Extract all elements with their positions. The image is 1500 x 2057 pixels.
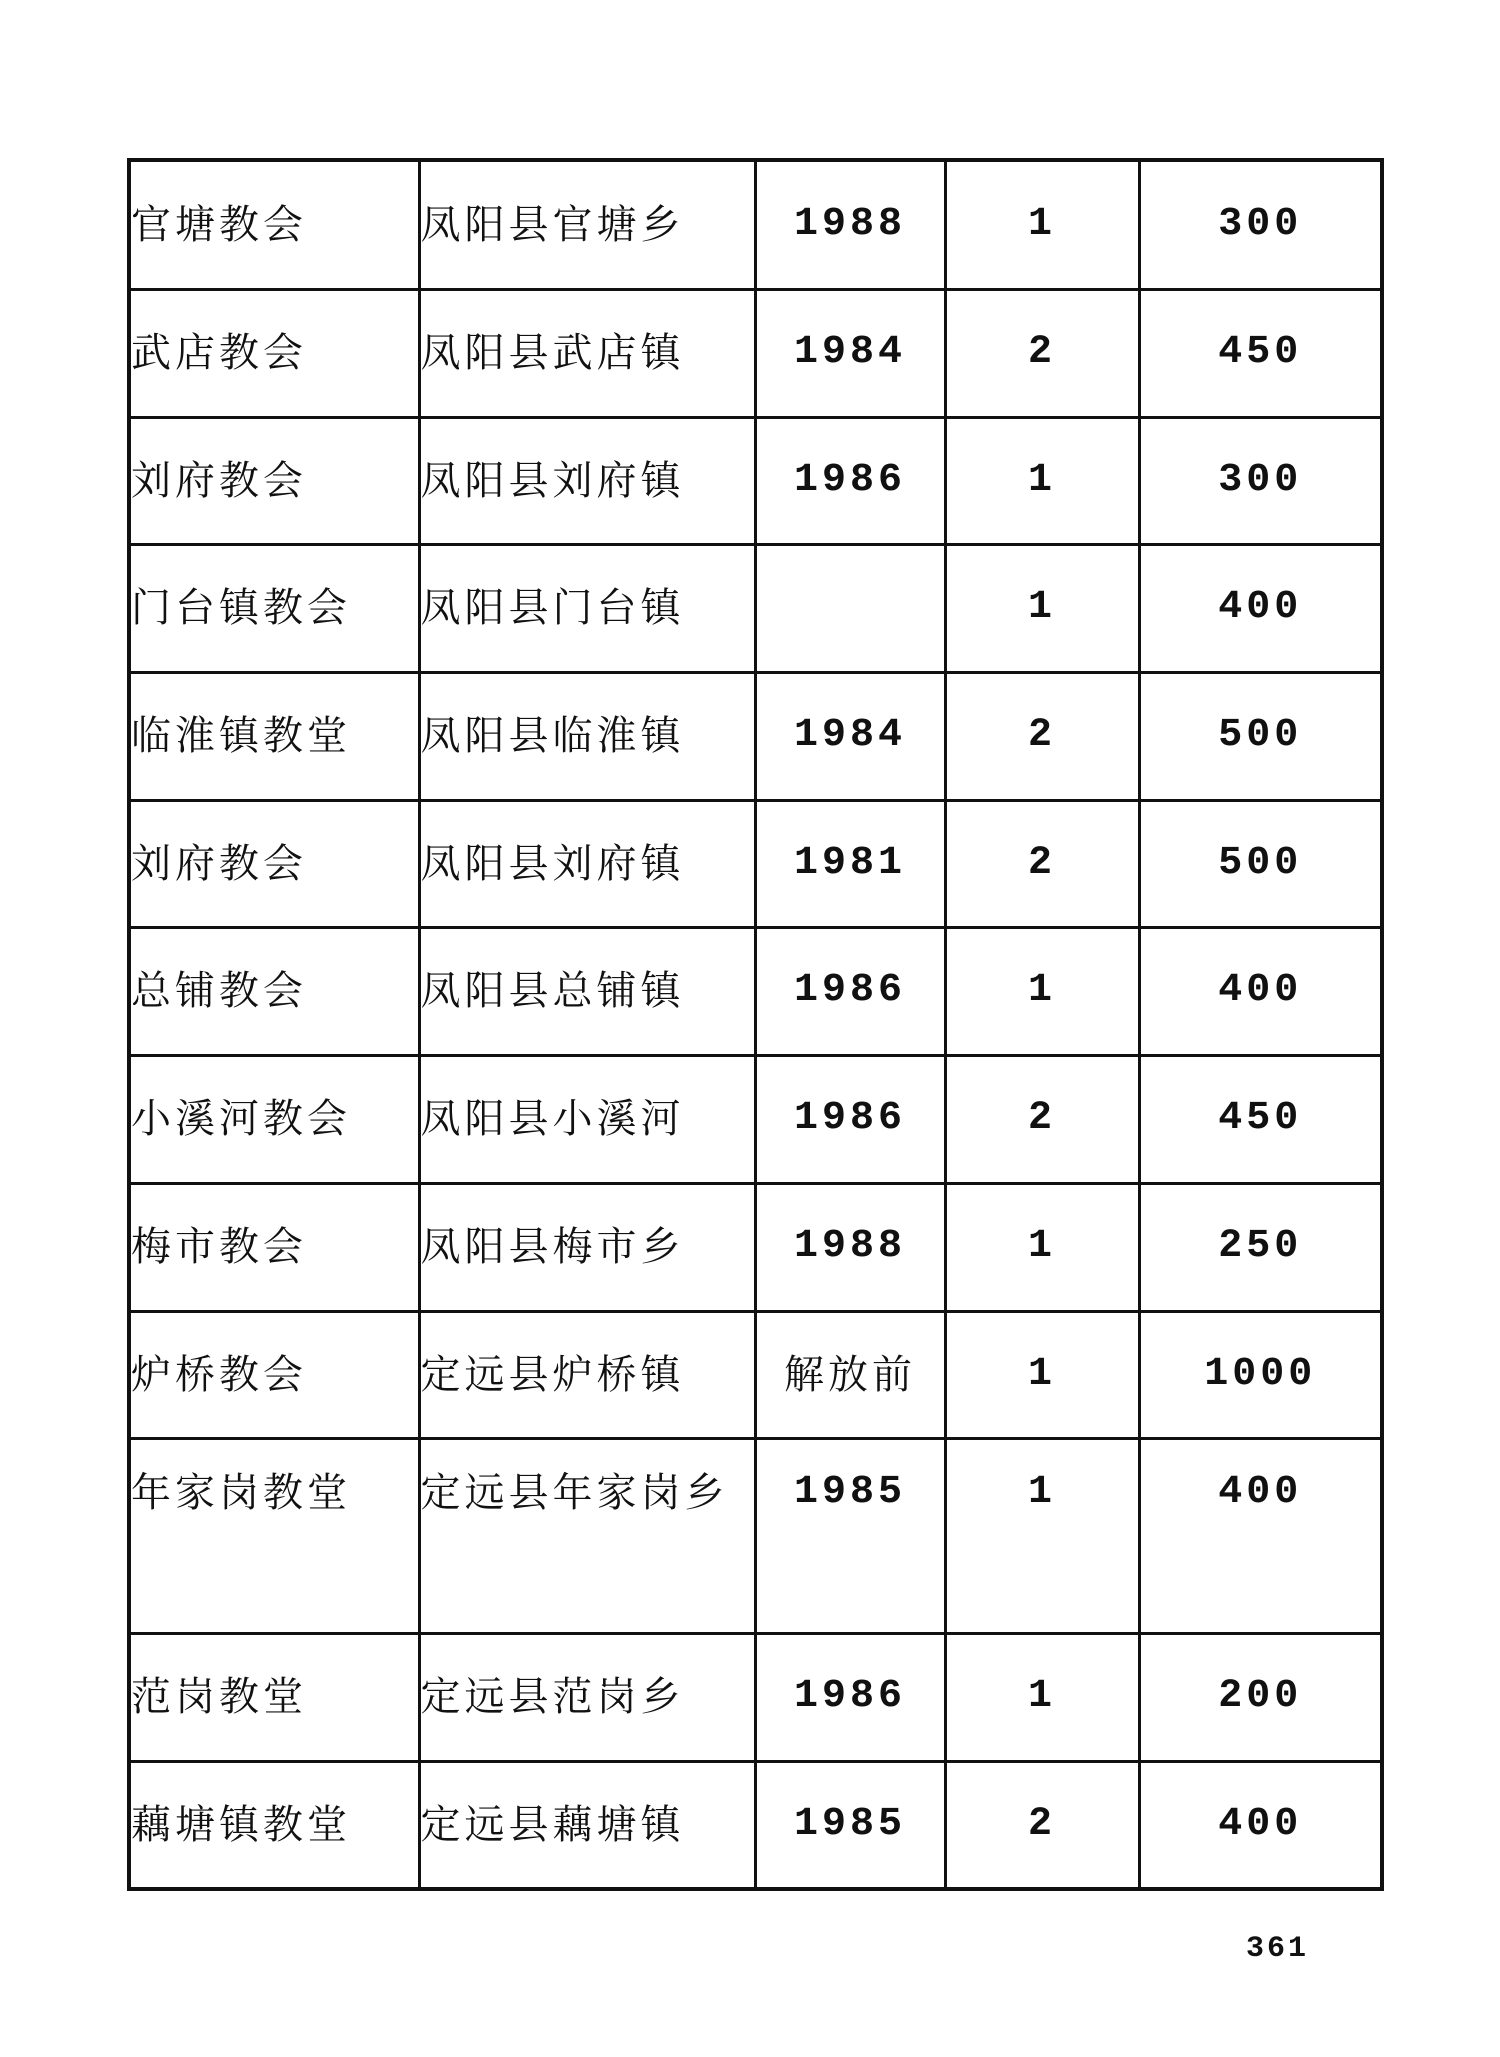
members-cell: 400 [1139, 1438, 1382, 1633]
members-cell: 1000 [1139, 1311, 1382, 1438]
year-cell [755, 544, 945, 672]
page-number: 361 [1246, 1932, 1310, 1966]
church-name-cell: 刘府教会 [129, 800, 419, 927]
church-name-cell: 小溪河教会 [129, 1055, 419, 1183]
location-cell: 凤阳县临淮镇 [419, 672, 755, 800]
year-cell: 解放前 [755, 1311, 945, 1438]
year-cell: 1986 [755, 1055, 945, 1183]
year-cell: 1986 [755, 1633, 945, 1761]
year-cell: 1988 [755, 160, 945, 289]
table-row [129, 544, 1382, 672]
members-cell: 400 [1139, 927, 1382, 1055]
count-cell: 1 [945, 1633, 1139, 1761]
church-name-cell: 炉桥教会 [129, 1311, 419, 1438]
year-cell: 1981 [755, 800, 945, 927]
count-cell: 1 [945, 417, 1139, 544]
year-cell: 1988 [755, 1183, 945, 1311]
count-cell: 2 [945, 289, 1139, 417]
church-name-cell: 刘府教会 [129, 417, 419, 544]
church-name-cell: 藕塘镇教堂 [129, 1761, 419, 1889]
location-cell: 凤阳县武店镇 [419, 289, 755, 417]
members-cell: 250 [1139, 1183, 1382, 1311]
location-cell: 凤阳县门台镇 [419, 544, 755, 672]
count-cell: 1 [945, 1438, 1139, 1633]
count-cell: 1 [945, 927, 1139, 1055]
year-cell: 1984 [755, 672, 945, 800]
count-cell: 2 [945, 1055, 1139, 1183]
table-row [129, 417, 1382, 544]
table-row [129, 1311, 1382, 1438]
members-cell: 400 [1139, 544, 1382, 672]
location-cell: 凤阳县总铺镇 [419, 927, 755, 1055]
year-cell: 1986 [755, 417, 945, 544]
church-name-cell: 临淮镇教堂 [129, 672, 419, 800]
count-cell: 2 [945, 672, 1139, 800]
table-row [129, 160, 1382, 289]
count-cell: 1 [945, 1311, 1139, 1438]
count-cell: 2 [945, 1761, 1139, 1889]
year-cell: 1984 [755, 289, 945, 417]
table-row [129, 672, 1382, 800]
count-cell: 1 [945, 1183, 1139, 1311]
count-cell: 2 [945, 800, 1139, 927]
year-cell: 1985 [755, 1438, 945, 1633]
church-table [127, 158, 1384, 1891]
church-name-cell: 武店教会 [129, 289, 419, 417]
members-cell: 450 [1139, 1055, 1382, 1183]
table-row [129, 927, 1382, 1055]
members-cell: 400 [1139, 1761, 1382, 1889]
members-cell: 300 [1139, 160, 1382, 289]
members-cell: 300 [1139, 417, 1382, 544]
year-cell: 1985 [755, 1761, 945, 1889]
members-cell: 500 [1139, 800, 1382, 927]
location-cell: 凤阳县小溪河 [419, 1055, 755, 1183]
count-cell: 1 [945, 160, 1139, 289]
location-cell: 定远县藕塘镇 [419, 1761, 755, 1889]
church-name-cell: 梅市教会 [129, 1183, 419, 1311]
year-cell: 1986 [755, 927, 945, 1055]
church-name-cell: 总铺教会 [129, 927, 419, 1055]
location-cell: 凤阳县梅市乡 [419, 1183, 755, 1311]
count-cell: 1 [945, 544, 1139, 672]
location-cell: 凤阳县官塘乡 [419, 160, 755, 289]
table-row [129, 1055, 1382, 1183]
table-row [129, 1183, 1382, 1311]
members-cell: 200 [1139, 1633, 1382, 1761]
church-name-cell: 范岗教堂 [129, 1633, 419, 1761]
members-cell: 500 [1139, 672, 1382, 800]
members-cell: 450 [1139, 289, 1382, 417]
location-cell: 定远县范岗乡 [419, 1633, 755, 1761]
location-cell: 凤阳县刘府镇 [419, 800, 755, 927]
table-row [129, 1633, 1382, 1761]
table-row [129, 800, 1382, 927]
table-row [129, 1438, 1382, 1633]
table-row [129, 289, 1382, 417]
location-cell: 定远县炉桥镇 [419, 1311, 755, 1438]
table-row [129, 1761, 1382, 1889]
church-name-cell: 门台镇教会 [129, 544, 419, 672]
location-cell: 定远县年家岗乡 [419, 1438, 755, 1633]
church-name-cell: 官塘教会 [129, 160, 419, 289]
church-name-cell: 年家岗教堂 [129, 1438, 419, 1633]
location-cell: 凤阳县刘府镇 [419, 417, 755, 544]
